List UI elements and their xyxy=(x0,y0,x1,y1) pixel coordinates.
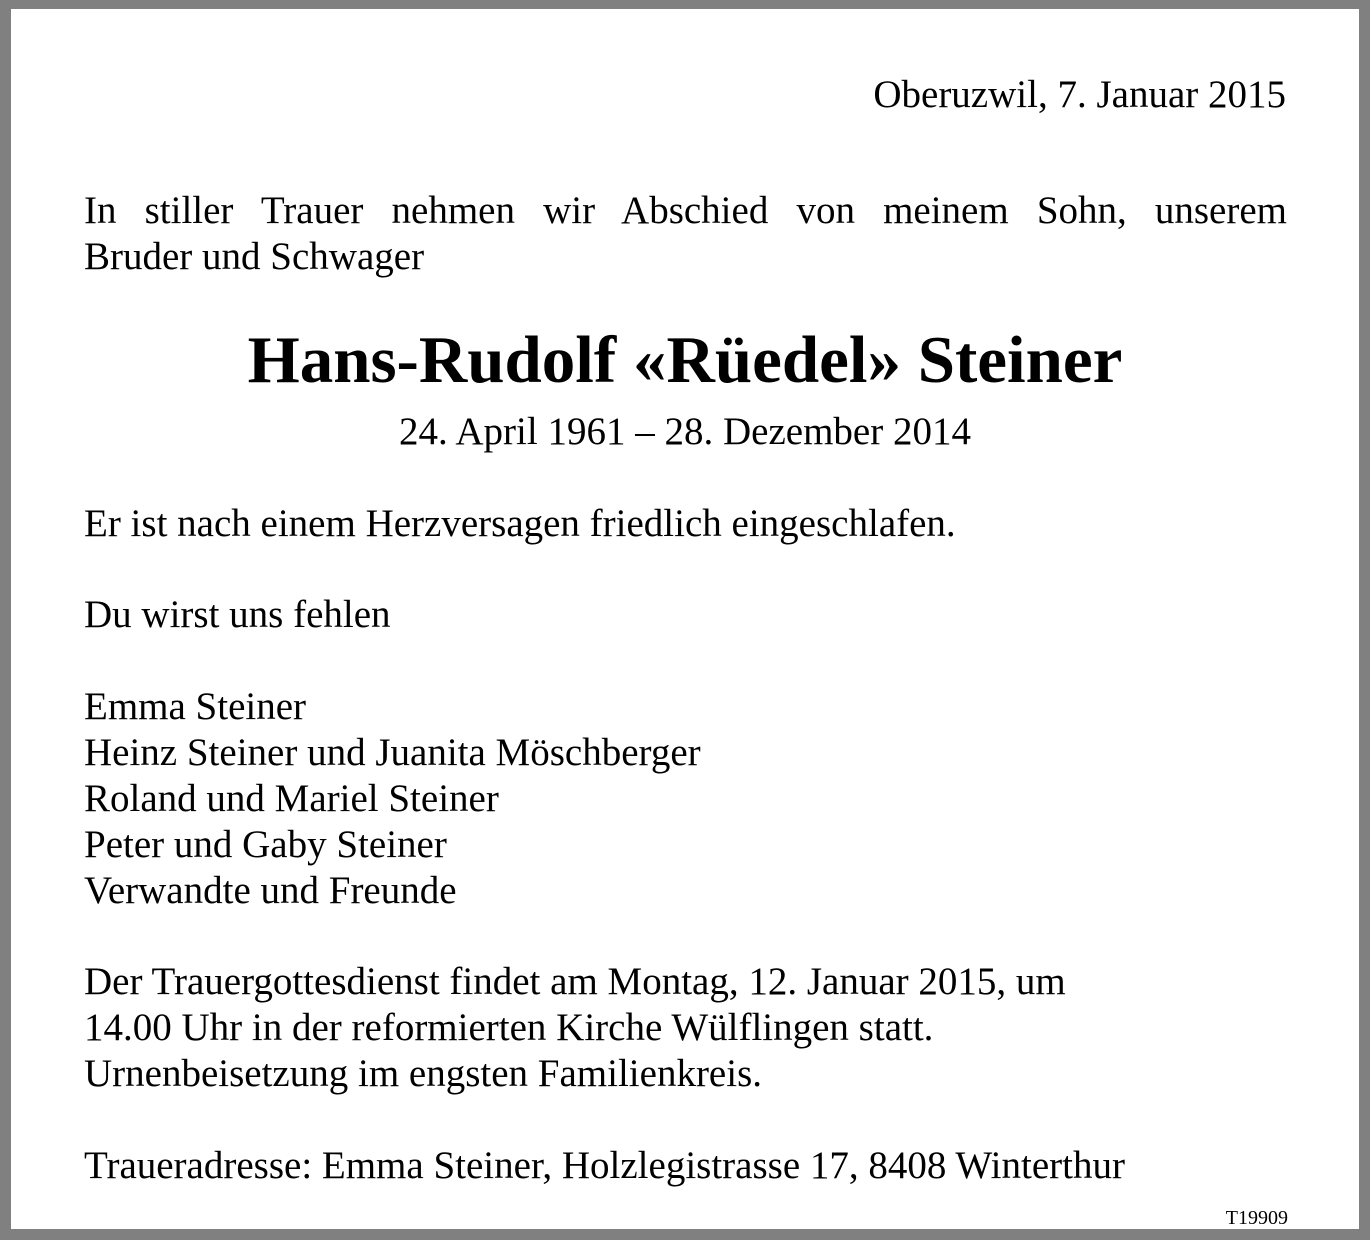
reference-code: T19909 xyxy=(1225,1207,1288,1229)
mourning-address: Traueradresse: Emma Steiner, Holzlegistrasse 17, 8408 Winterthur xyxy=(84,1144,1125,1187)
place-date: Oberuzwil, 7. Januar 2015 xyxy=(873,73,1286,116)
mourner-line: Roland und Mariel Steiner xyxy=(84,777,499,820)
service-line: Der Trauergottesdienst findet am Montag, 12. Januar 2015, um xyxy=(84,960,1066,1003)
service-line: Urnenbeisetzung im engsten Familienkreis. xyxy=(84,1052,763,1095)
mourner-line: Peter und Gaby Steiner xyxy=(84,823,447,866)
mourner-line: Heinz Steiner und Juanita Möschberger xyxy=(84,731,701,774)
mourner-line: Verwandte und Freunde xyxy=(84,869,457,912)
passing-message: Er ist nach einem Herzversagen friedlich eingeschlafen. xyxy=(84,502,956,545)
intro-line-1: In stiller Trauer nehmen wir Abschied von meinem Sohn, unserem xyxy=(84,189,1287,232)
lifespan-dates: 24. April 1961 – 28. Dezember 2014 xyxy=(399,410,971,453)
mourner-line: Emma Steiner xyxy=(84,685,307,728)
intro-text xyxy=(84,188,1287,280)
intro-line-2: Bruder und Schwager xyxy=(84,235,425,278)
farewell-text: Du wirst uns fehlen xyxy=(84,593,391,636)
service-line: 14.00 Uhr in der reformierten Kirche Wülflingen statt. xyxy=(84,1006,934,1049)
deceased-name: Hans-Rudolf «Rüedel» Steiner xyxy=(247,323,1123,397)
